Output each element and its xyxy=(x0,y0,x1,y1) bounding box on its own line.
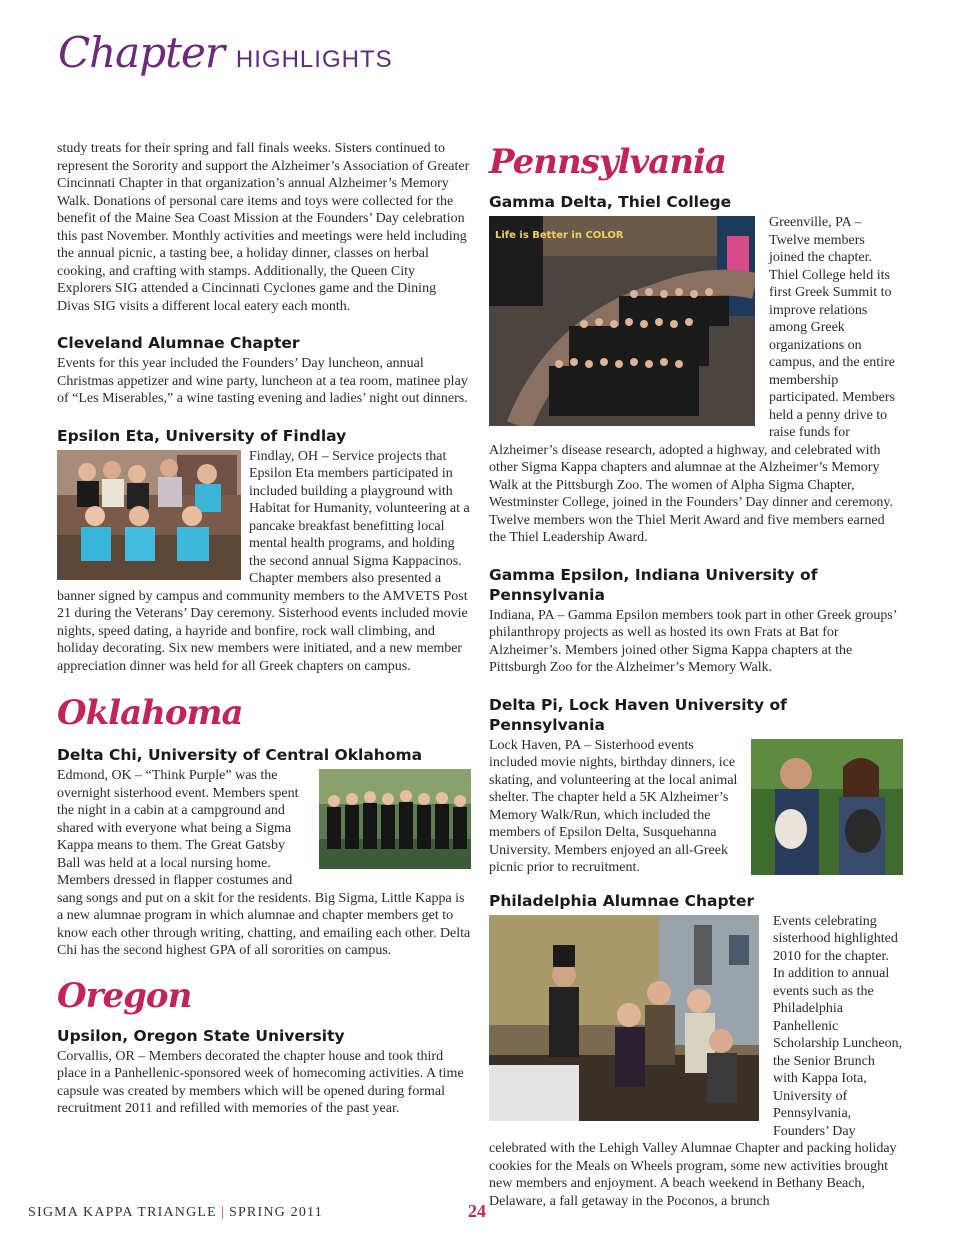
group-photo-image xyxy=(489,915,759,1121)
page-number: 24 xyxy=(468,1201,486,1221)
epsilon-eta-heading: Epsilon Eta, University of Findlay xyxy=(57,426,347,445)
left-column xyxy=(57,140,471,1118)
page-title xyxy=(58,28,393,88)
philadelphia-section xyxy=(489,891,903,1211)
upsilon-heading: Upsilon, Oregon State University xyxy=(57,1026,345,1045)
delta-chi-heading: Delta Chi, University of Central Oklahoma xyxy=(57,746,423,764)
group-photo-image xyxy=(489,216,755,426)
footer-publication xyxy=(28,1205,323,1221)
cleveland-text: Events for this year included the Founders’ Day luncheon, annual Christmas appetizer and wine party, luncheon at a tea room, matinee play of “Les Miserables,” a wine tasting evening and ladies’ night out dinners. xyxy=(57,356,468,406)
gamma-epsilon-section xyxy=(489,565,903,677)
delta-pi-photo xyxy=(751,739,903,875)
delta-chi-text: Edmond, OK – “Think Purple” was the overnight sisterhood event. Members spent the night in a cabin at a campground and shared with everyone what being a Sigma Kappa means to them. The Great Gatsby Ball was held at a local nursing home. Members dressed in flapper costumes and sang songs and put on a skit for the residents. Big Sigma, Little Kappa is a new alumnae program in which alumnae and chapter members get to know each other through writing, chatting, and emailing each other. Delta Chi has the second highest GPA of all sororities on campus. xyxy=(57,768,471,958)
group-photo-image xyxy=(57,450,241,580)
delta-pi-section xyxy=(489,695,903,877)
group-photo-image xyxy=(319,769,471,869)
gamma-epsilon-text: Indiana, PA – Gamma Epsilon members took part in other Greek groups’ philanthropy projects as well as hosted its own Frats at Bat for Alzheimer’s. Members joined other Sigma Kappa chapters at the Pittsburgh Zoo for the Alzheimer’s Memory Walk. xyxy=(489,607,897,675)
gamma-epsilon-heading: Gamma Epsilon, Indiana University of Pennsylvania xyxy=(489,565,818,604)
footer-separator: | xyxy=(220,1205,225,1220)
right-column xyxy=(489,140,903,1210)
epsilon-eta-photo xyxy=(57,450,241,580)
gamma-delta-heading: Gamma Delta, Thiel College xyxy=(489,193,732,211)
pets-photo-image xyxy=(751,739,903,875)
gamma-delta-photo xyxy=(489,216,755,426)
oklahoma-state-heading: Oklahoma xyxy=(57,693,243,733)
delta-pi-text: Lock Haven, PA – Sisterhood events included movie nights, birthday dinners, ice skating, and volunteering at the local animal shelter. The chapter held a 5K Alzheimer’s Memory Walk/Run, which included the members of Epsilon Delta, Susquehanna University. Members enjoyed an all-Greek picnic prior to recruitment. xyxy=(489,737,738,875)
page-title-script: Chapter xyxy=(58,28,224,77)
oregon-state-heading: Oregon xyxy=(57,975,192,1016)
pennsylvania-state-heading: Pennsylvania xyxy=(489,142,726,182)
banner-text: Life is Better in COLOR xyxy=(495,230,624,241)
delta-pi-heading: Delta Pi, Lock Haven University of Pennsylvania xyxy=(489,695,787,734)
publication-name: SIGMA KAPPA TRIANGLE xyxy=(28,1205,217,1220)
page-title-caps: HIGHLIGHTS xyxy=(235,46,393,73)
philadelphia-text: Events celebrating sisterhood highlighted 2010 for the chapter. In addition to annual events such as the Philadelphia Panhellenic Scholarship Luncheon, the Senior Brunch with Kappa Iota, University of Pennsylvania, Founders’ Day celebrated with the Lehigh Valley Alumnae Chapter and packing holiday cookies for the Meals on Wheels program, some new activities brought new members and enjoyment. A beach weekend in Bethany Beach, Delaware, a fall getaway in the Poconos, a brunch xyxy=(489,913,903,1209)
epsilon-eta-section xyxy=(57,426,471,676)
gamma-delta-text: Greenville, PA – Twelve members joined the chapter. Thiel College held its first Greek Summit to improve relations among Greek organizations on campus, and the entire membership participated. Members held a penny drive to raise funds for Alzheimer’s disease research, adopted a highway, and celebrated with other Sigma Kappa chapters and alumnae at the Alzheimer’s Memory Walk at the Pittsburgh Zoo. The women of Alpha Sigma Chapter, Westminster College, joined in the Founders’ Day dinner and ceremony. Twelve members won the Thiel Merit Award and five members earned the Thiel Leadership Award. xyxy=(489,215,895,545)
epsilon-eta-text: Findlay, OH – Service projects that Epsilon Eta members participated in included building a playground with Habitat for Humanity, volunteering at a pancake breakfast benefitting local mental health programs, and holding the second annual Sigma Kappacinos. Chapter members also presented a banner signed by campus and community members to the AMVETS Post 21 during the Veterans’ Day ceremony. Sisterhood events included movie nights, speed dating, a hayride and bonfire, rock wall climbing, and holiday decorating. Six new members were initiated, and a new member appreciation dinner was held for all Greek chapters on campus. xyxy=(57,448,470,674)
cleveland-section xyxy=(57,333,471,408)
oklahoma-section xyxy=(57,691,471,960)
pennsylvania-section xyxy=(489,140,903,547)
cleveland-heading: Cleveland Alumnae Chapter xyxy=(57,334,300,352)
delta-chi-photo xyxy=(319,769,471,869)
issue-name: SPRING 2011 xyxy=(228,1205,323,1220)
intro-paragraph: study treats for their spring and fall finals weeks. Sisters continued to represent the Sorority and support the Alzheimer’s Association of Greater Cincinnati Chapter in that organization’s annual Alzheimer’s Memory Walk. Donations of personal care items and toys were collected for the benefit of the Maine Sea Coast Mission at the Founders’ Day celebration this past November. Monthly activities and meetings were held including the annual picnic, a tasting bee, a holiday dinner, classes on herbal cooking, and crafting with stamps. Additionally, the Queen City Explorers SIG attended a Cincinnati Cyclones game and the Dining Divas SIG visits a different local eatery each month. xyxy=(57,141,470,314)
oregon-section xyxy=(57,974,471,1118)
philadelphia-heading: Philadelphia Alumnae Chapter xyxy=(489,891,755,910)
upsilon-text: Corvallis, OR – Members decorated the chapter house and took third place in a Panhellenic-sponsored week of homecoming activities. A time capsule was created by members which will be opened during formal recruitment 2011 and refilled with memories of the past year. xyxy=(57,1048,464,1116)
philadelphia-photo xyxy=(489,915,759,1121)
